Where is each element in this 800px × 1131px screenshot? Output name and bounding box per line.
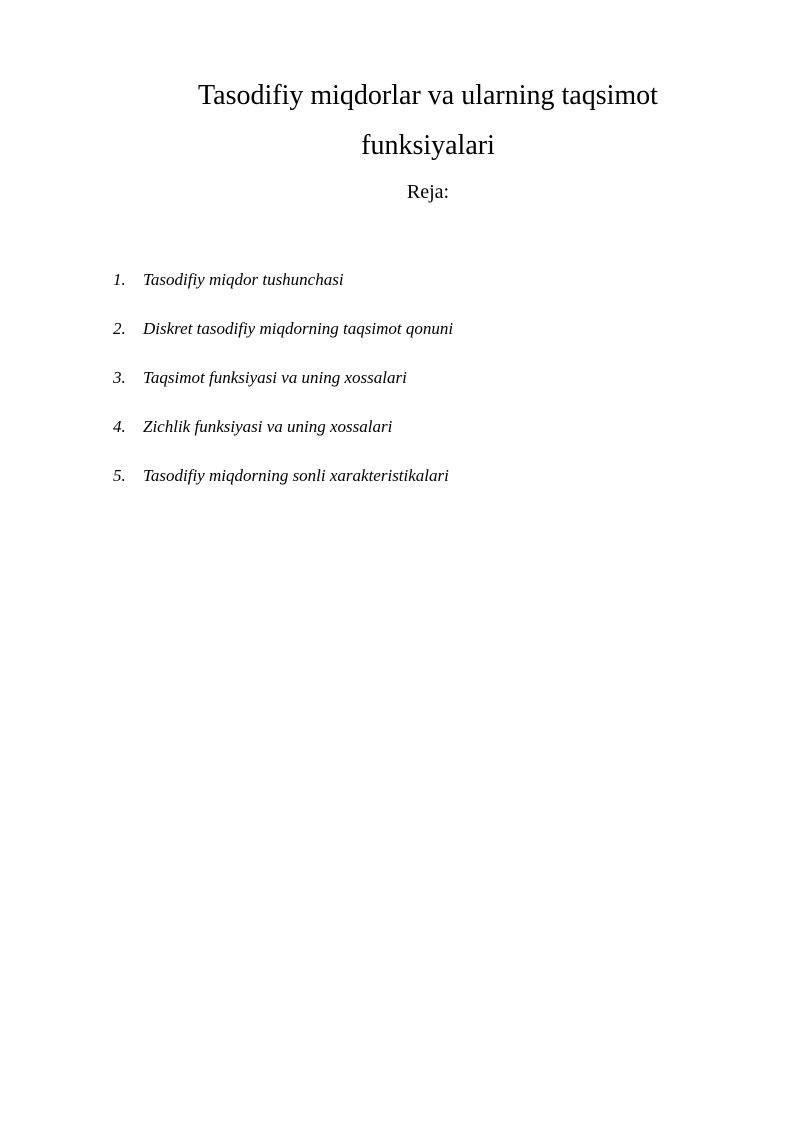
plan-item-4 bbox=[113, 415, 453, 439]
plan-item-3 bbox=[113, 366, 453, 390]
plan-item-number: 2. bbox=[113, 319, 126, 338]
plan-item-2 bbox=[113, 317, 453, 341]
plan-item-1 bbox=[113, 268, 453, 292]
document-title-line-2: funksiyalari bbox=[361, 130, 495, 161]
plan-item-number: 5. bbox=[113, 466, 126, 485]
plan-item-text: Zichlik funksiyasi va uning xossalari bbox=[143, 417, 393, 436]
plan-item-text: Tasodifiy miqdor tushunchasi bbox=[143, 270, 344, 289]
plan-item-number: 4. bbox=[113, 417, 126, 436]
plan-item-text: Tasodifiy miqdorning sonli xarakteristikalari bbox=[143, 466, 449, 485]
plan-list bbox=[113, 268, 453, 513]
plan-item-5 bbox=[113, 464, 453, 488]
plan-item-number: 3. bbox=[113, 368, 126, 387]
plan-heading: Reja: bbox=[406, 181, 450, 203]
plan-item-number: 1. bbox=[113, 270, 126, 289]
plan-item-text: Taqsimot funksiyasi va uning xossalari bbox=[143, 368, 407, 387]
plan-item-text: Diskret tasodifiy miqdorning taqsimot qonuni bbox=[143, 319, 454, 338]
document-title-line-1: Tasodifiy miqdorlar va ularning taqsimot bbox=[198, 80, 658, 111]
